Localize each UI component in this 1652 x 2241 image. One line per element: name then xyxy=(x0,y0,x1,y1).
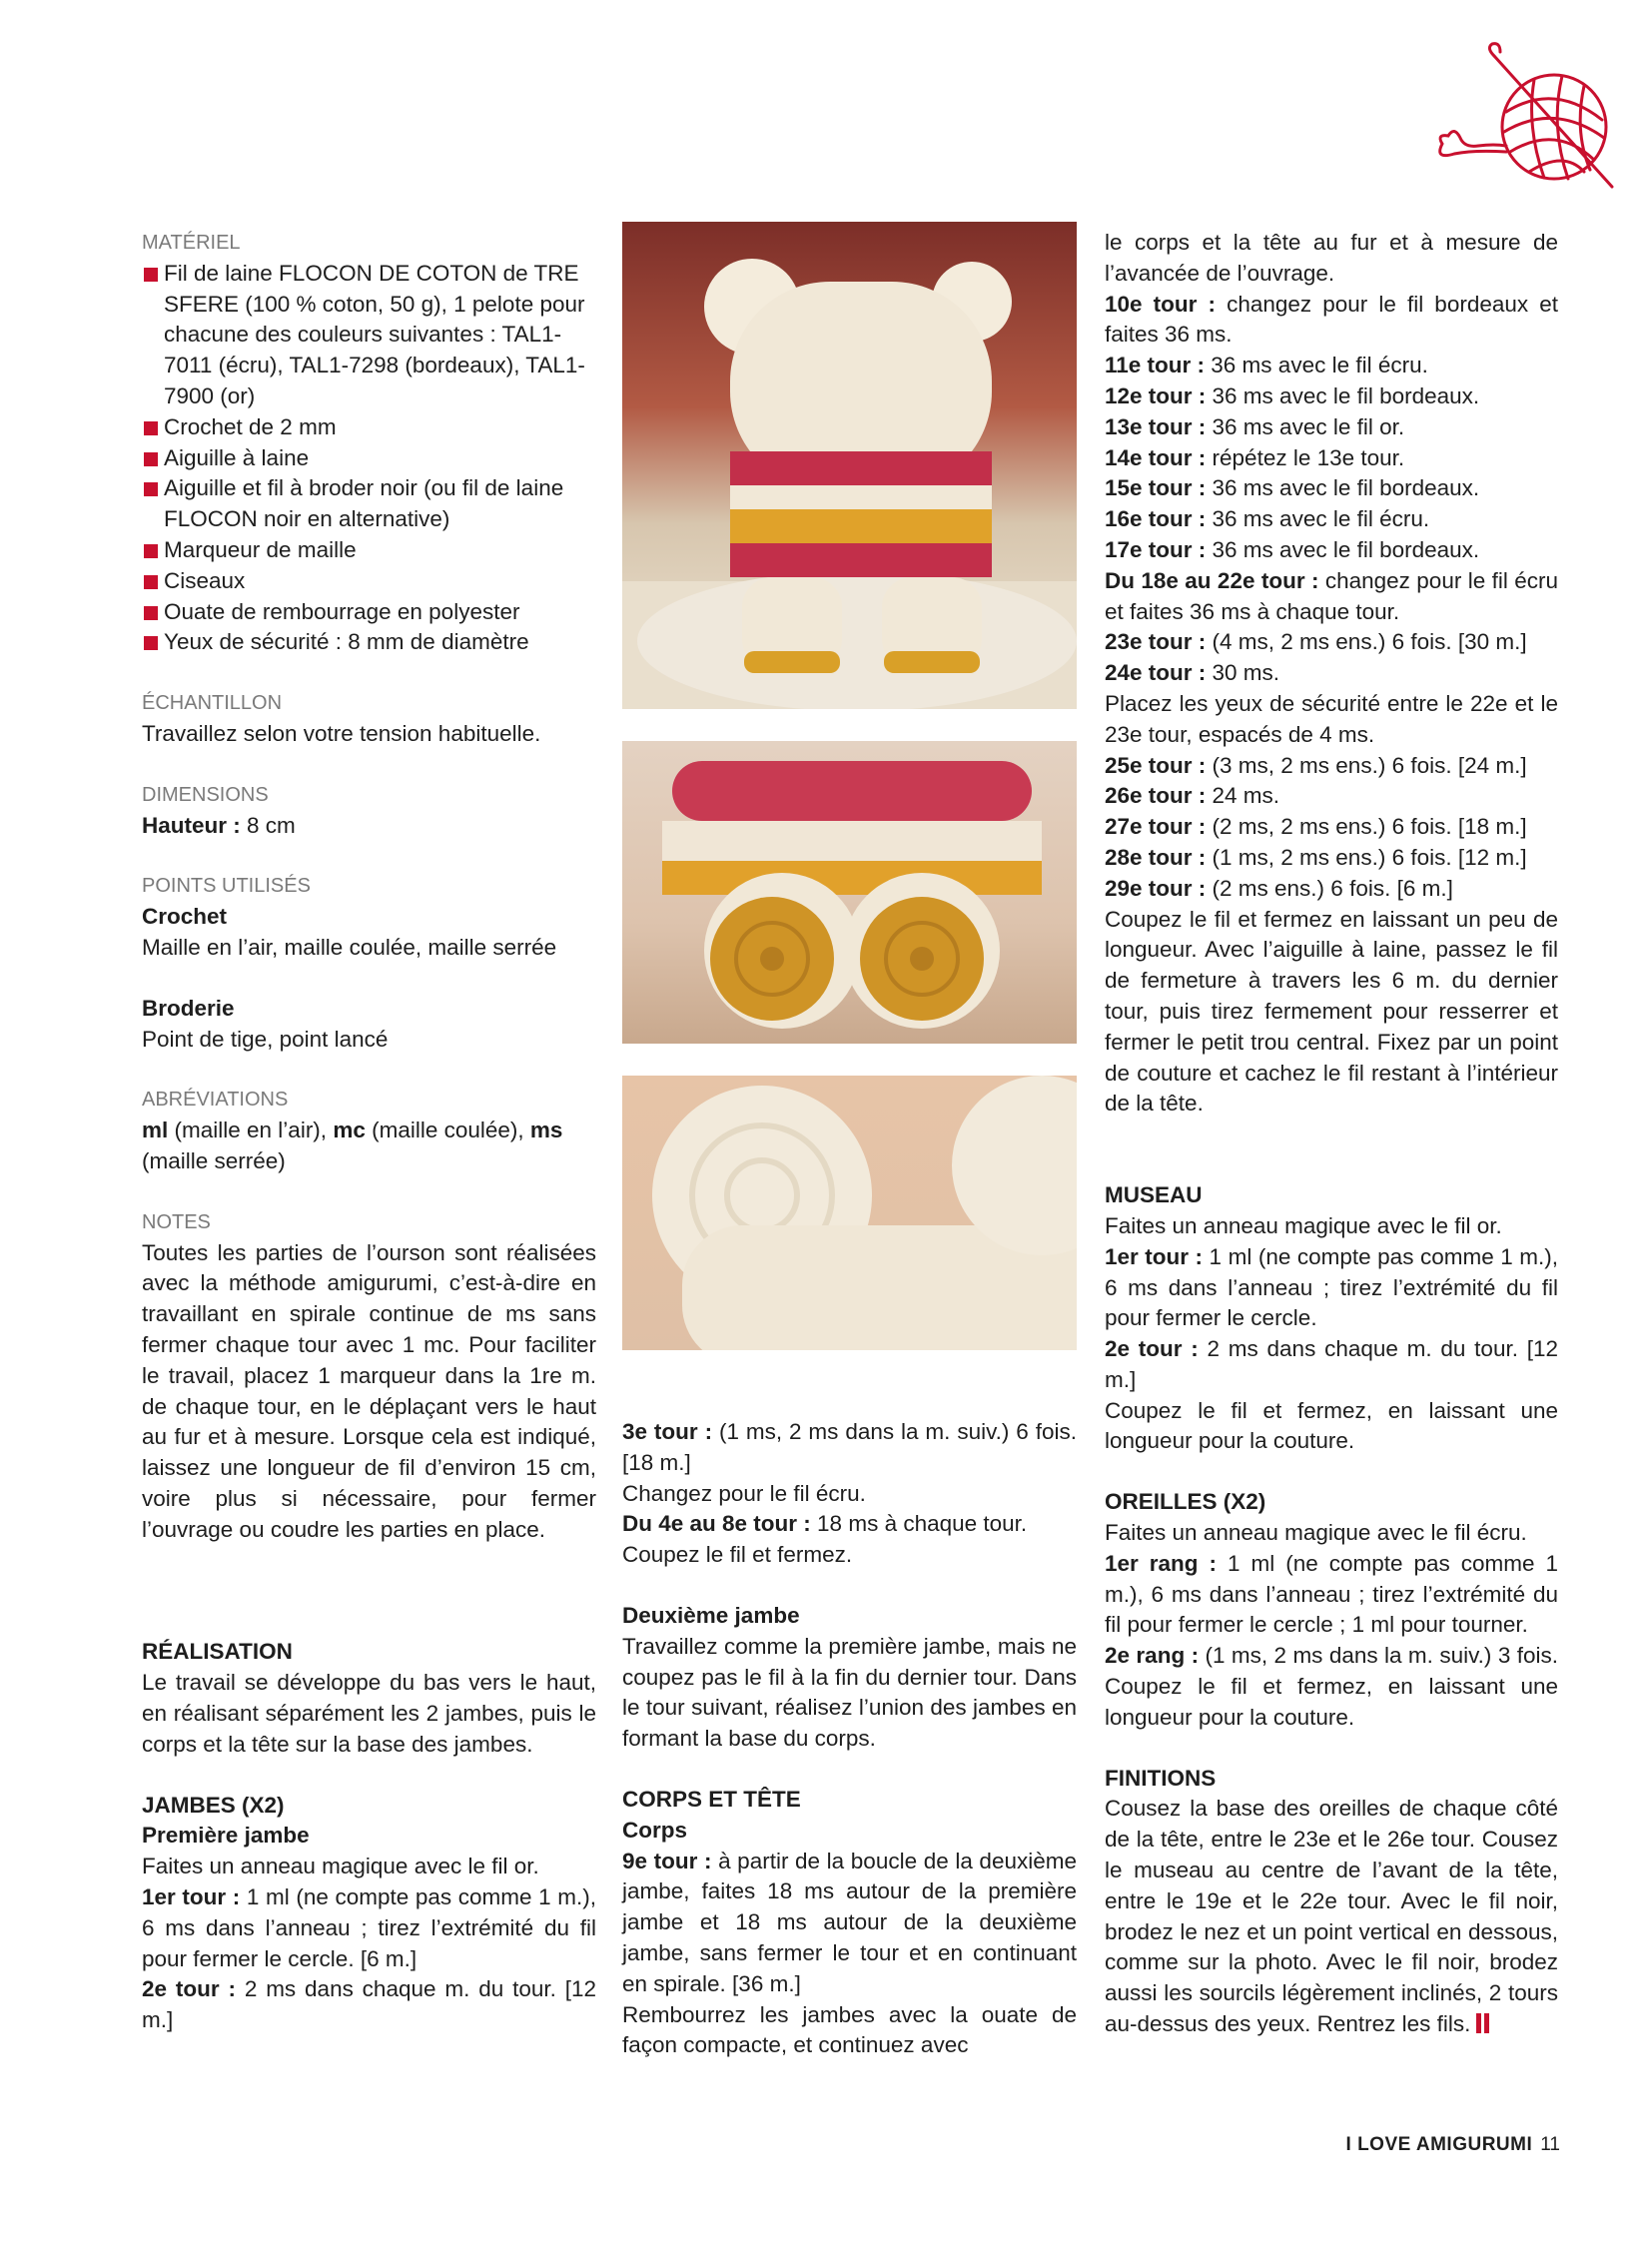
bullet-square-icon xyxy=(144,452,158,466)
points-heading: POINTS UTILISÉS xyxy=(142,875,311,898)
round-27: 27e tour : (2 ms, 2 ms ens.) 6 fois. [18 m.] xyxy=(1105,814,1527,840)
oreilles-row-2: 2e rang : (1 ms, 2 ms dans la m. suiv.) 3 fois. Coupez le fil et fermez, en laissant une longueur pour la couture. xyxy=(1105,1643,1558,1730)
realisation-text: Le travail se développe du bas vers le haut, en réalisant séparément les 2 jambes, puis le corps et la tête sur la base des jambes. xyxy=(142,1670,596,1757)
round-25: 25e tour : (3 ms, 2 ms ens.) 6 fois. [24 m.] xyxy=(1105,752,1527,778)
round-3: 3e tour : (1 ms, 2 ms dans la m. suiv.) 6 fois. [18 m.] xyxy=(622,1419,1077,1475)
notes-text: Toutes les parties de l’ourson sont réalisées avec la méthode amigurumi, c’est-à-dire en travaillant en spirale continue de ms sans fermer chaque tour avec 1 mc. Pour faciliter le travail, placez 1 marqueur dans la 1re m. de chaque tour, en le déplaçant vers le haut au fur et à mesure. Lorsque cela est indiqué, laissez une longueur de fil d’environ 15 cm, voire plus si nécessaire, pour fermer l’ouvrage ou coudre les parties en place. xyxy=(142,1239,596,1542)
bullet-square-icon xyxy=(144,421,158,435)
page-number: 11 xyxy=(1540,2134,1560,2155)
continuation-text: le corps et la tête au fur et à mesure de l’avancée de l’ouvrage. xyxy=(1105,230,1558,286)
round-18-22: Du 18e au 22e tour : changez pour le fil écru et faites 36 ms à chaque tour. xyxy=(1105,567,1558,624)
page-footer xyxy=(1346,2134,1560,2156)
round-10: 10e tour : changez pour le fil bordeaux et faites 36 ms. xyxy=(1105,291,1558,348)
jambes-round-2: 2e tour : 2 ms dans chaque m. du tour. [12 m.] xyxy=(142,1976,596,2033)
magazine-brand: I LOVE AMIGURUMI xyxy=(1345,2134,1533,2155)
round-23: 23e tour : (4 ms, 2 ms ens.) 6 fois. [30 m.] xyxy=(1105,629,1527,655)
materiel-list xyxy=(142,259,596,658)
bullet-square-icon xyxy=(144,636,158,650)
crochet-title: Crochet xyxy=(142,904,228,930)
list-item: Ouate de rembourrage en polyester xyxy=(142,597,596,628)
yarn-ball-logo-icon xyxy=(1434,42,1624,202)
jambes-round-1: 1er tour : 1 ml (ne compte pas comme 1 m.), 6 ms dans l’anneau ; tirez l’extrémité du fil pour fermer le cercle. [6 m.] xyxy=(142,1884,597,1971)
list-item: Aiguille et fil à broder noir (ou fil de laine FLOCON noir en alternative) xyxy=(142,473,596,535)
change-text: Changez pour le fil écru. xyxy=(622,1480,866,1506)
museau-end: Coupez le fil et fermez, en laissant une longueur pour la couture. xyxy=(1105,1397,1558,1454)
museau-intro: Faites un anneau magique avec le fil or. xyxy=(1105,1212,1502,1238)
end-mark-icon xyxy=(1476,2011,1492,2042)
fermeture-text: Coupez le fil et fermez en laissant un peu de longueur. Avec l’aiguille à laine, passez le fil de fermeture à travers les 6 m. du dernier tour, puis tirez fermement pour resserrer et fermer le petit trou central. Fixez par un point de couture et cachez le fil restant à l’intérieur de la tête. xyxy=(1105,906,1558,1117)
dimensions-text: Hauteur : 8 cm xyxy=(142,812,296,838)
bullet-square-icon xyxy=(144,482,158,496)
round-17: 17e tour : 36 ms avec le fil bordeaux. xyxy=(1105,536,1480,562)
jambes-intro: Faites un anneau magique avec le fil or. xyxy=(142,1854,539,1879)
list-item: Crochet de 2 mm xyxy=(142,412,596,443)
crochet-text: Maille en l’air, maille coulée, maille serrée xyxy=(142,934,557,960)
round-14: 14e tour : répétez le 13e tour. xyxy=(1105,444,1405,470)
bear-feet-photo xyxy=(622,741,1077,1044)
round-11: 11e tour : 36 ms avec le fil écru. xyxy=(1105,353,1428,378)
bear-ears-photo xyxy=(622,1076,1077,1350)
bullet-square-icon xyxy=(144,268,158,282)
round-9: 9e tour : à partir de la boucle de la deuxième jambe, faites 18 ms autour de la première jambe et 18 ms autour de la deuxième jambe, sans fermer le tour et en continuant en spirale. [36 m.] xyxy=(622,1848,1077,1996)
dimensions-heading: DIMENSIONS xyxy=(142,783,269,806)
round-12: 12e tour : 36 ms avec le fil bordeaux. xyxy=(1105,382,1480,408)
list-item: Aiguille à laine xyxy=(142,443,596,474)
list-item: Ciseaux xyxy=(142,566,596,597)
premiere-jambe-title: Première jambe xyxy=(142,1823,310,1849)
finitions-title: FINITIONS xyxy=(1105,1765,1217,1791)
broderie-title: Broderie xyxy=(142,995,235,1021)
museau-round-1: 1er tour : 1 ml (ne compte pas comme 1 m.), 6 ms dans l’anneau ; tirez l’extrémité du fil pour fermer le cercle. xyxy=(1105,1243,1559,1331)
abreviations-text: ml (maille en l’air), mc (maille coulée), ms (maille serrée) xyxy=(142,1118,563,1173)
notes-heading: NOTES xyxy=(142,1210,211,1233)
left-column xyxy=(142,228,596,2036)
middle-column xyxy=(622,1417,1077,2061)
round-26: 26e tour : 24 ms. xyxy=(1105,783,1280,809)
broderie-text: Point de tige, point lancé xyxy=(142,1026,389,1052)
echantillon-text: Travaillez selon votre tension habituelle. xyxy=(142,720,541,746)
museau-round-2: 2e tour : 2 ms dans chaque m. du tour. [12 m.] xyxy=(1105,1336,1558,1392)
echantillon-heading: ÉCHANTILLON xyxy=(142,692,283,715)
list-item: Fil de laine FLOCON DE COTON de TRE SFERE (100 % coton, 50 g), 1 pelote pour chacune des couleurs suivantes : TAL1-7011 (écru), TAL1-7298 (bordeaux), TAL1-7900 (or) xyxy=(142,259,596,412)
corps-subtitle: Corps xyxy=(622,1817,688,1843)
round-15: 15e tour : 36 ms avec le fil bordeaux. xyxy=(1105,475,1480,501)
museau-title: MUSEAU xyxy=(1105,1182,1203,1208)
round-13: 13e tour : 36 ms avec le fil or. xyxy=(1105,413,1405,439)
round-4-8: Du 4e au 8e tour : 18 ms à chaque tour. xyxy=(622,1511,1028,1537)
finitions-text: Cousez la base des oreilles de chaque côté de la tête, entre le 23e et le 26e tour. Cousez le museau au centre de l’avant de la tête, entre le 19e et le 22e tour. Avec le fil noir, brodez le nez et un point vertical en dessous, comme sur la photo. Avec le fil noir, brodez aussi les sourcils légèrement inclinés, 2 tours au-dessus des yeux. Rentrez les fils. xyxy=(1105,1794,1558,2041)
corps-tete-title: CORPS ET TÊTE xyxy=(622,1786,801,1812)
list-item: Yeux de sécurité : 8 mm de diamètre xyxy=(142,627,596,658)
abreviations-heading: ABRÉVIATIONS xyxy=(142,1089,289,1112)
bullet-square-icon xyxy=(144,606,158,620)
deuxieme-jambe-title: Deuxième jambe xyxy=(622,1602,800,1628)
round-28: 28e tour : (1 ms, 2 ms ens.) 6 fois. [12 m.] xyxy=(1105,844,1527,870)
deuxieme-jambe-text: Travaillez comme la première jambe, mais ne coupez pas le fil à la fin du dernier tour. Dans le tour suivant, réalisez l’union des jambes en formant la base du corps. xyxy=(622,1633,1077,1752)
materiel-heading: MATÉRIEL xyxy=(142,232,241,254)
jambes-title: JAMBES (X2) xyxy=(142,1792,285,1818)
rembourrez-text: Rembourrez les jambes avec la ouate de façon compacte, et continuez avec xyxy=(622,2001,1077,2058)
realisation-title: RÉALISATION xyxy=(142,1639,293,1665)
list-item: Marqueur de maille xyxy=(142,535,596,566)
oreilles-row-1: 1er rang : 1 ml (ne compte pas comme 1 m.), 6 ms dans l’anneau ; tirez l’extrémité du fil pour fermer le cercle ; 1 ml pour tourner. xyxy=(1105,1550,1558,1638)
cut-text: Coupez le fil et fermez. xyxy=(622,1542,853,1568)
oreilles-intro: Faites un anneau magique avec le fil écru. xyxy=(1105,1520,1527,1546)
bullet-square-icon xyxy=(144,544,158,558)
round-24: 24e tour : 30 ms. xyxy=(1105,660,1280,686)
round-16: 16e tour : 36 ms avec le fil écru. xyxy=(1105,506,1430,532)
round-29: 29e tour : (2 ms ens.) 6 fois. [6 m.] xyxy=(1105,875,1453,901)
yeux-text: Placez les yeux de sécurité entre le 22e et le 23e tour, espacés de 4 ms. xyxy=(1105,690,1558,747)
right-column xyxy=(1105,228,1558,2042)
bullet-square-icon xyxy=(144,575,158,589)
oreilles-title: OREILLES (X2) xyxy=(1105,1489,1266,1515)
bear-back-photo xyxy=(622,222,1077,709)
